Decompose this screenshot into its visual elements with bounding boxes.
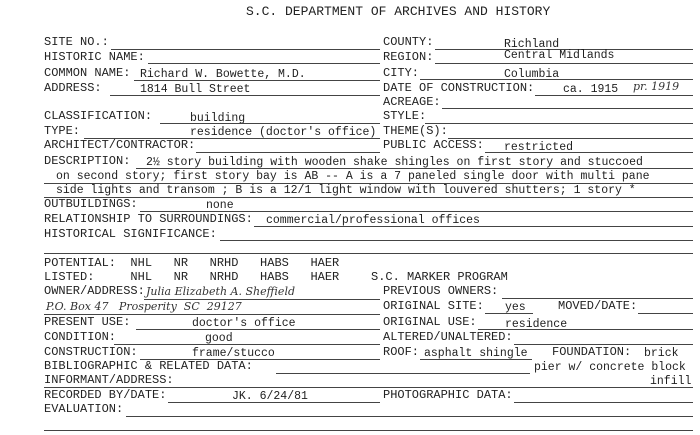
foundation-value-2: pier w/ concrete block (534, 361, 686, 374)
architect-label: ARCHITECT/CONTRACTOR: (44, 138, 196, 152)
city-label: CITY: (383, 66, 420, 80)
informant-label: INFORMANT/ADDRESS: (44, 373, 174, 387)
photographic-label: PHOTOGRAPHIC DATA: (383, 388, 513, 402)
present-use-label: PRESENT USE: (44, 315, 131, 329)
common-name-value: Richard W. Bowette, M.D. (140, 68, 306, 81)
county-value: Richland (504, 38, 560, 51)
outbuildings-value: none (206, 199, 234, 212)
foundation-value-3: infill (650, 375, 692, 388)
classification-value: building (190, 112, 246, 125)
sc-marker-program: S.C. MARKER PROGRAM (371, 270, 508, 284)
common-name-label: COMMON NAME: (44, 66, 131, 80)
condition-value: good (205, 332, 233, 345)
description-line-2: on second story; first story bay is AB -- A is a 7 paneled single door with multi pane (56, 170, 650, 183)
city-value: Columbia (504, 68, 560, 81)
date-of-construction-value: ca. 1915 (563, 83, 619, 96)
relationship-value: commercial/professional offices (266, 214, 480, 227)
bibliographic-label: BIBLIOGRAPHIC & RELATED DATA: (44, 359, 253, 373)
condition-label: CONDITION: (44, 330, 117, 344)
construction-label: CONSTRUCTION: (44, 345, 138, 359)
construction-value: frame/stucco (192, 347, 275, 360)
original-site-label: ORIGINAL SITE: (383, 299, 484, 313)
evaluation-label: EVALUATION: (44, 402, 124, 416)
foundation-label: FOUNDATION: (552, 345, 632, 359)
recorded-by-label: RECORDED BY/DATE: (44, 388, 167, 402)
outbuildings-label: OUTBUILDINGS: (44, 197, 138, 211)
site-no-label: SITE NO.: (44, 35, 109, 49)
type-label: TYPE: (44, 124, 81, 138)
address-label: ADDRESS: (44, 81, 102, 95)
altered-label: ALTERED/UNALTERED: (383, 330, 513, 344)
description-line-1: 2½ story building with wooden shake shingles on first story and stuccoed (146, 156, 643, 169)
present-use-value: doctor's office (192, 317, 296, 330)
original-use-value: residence (505, 318, 568, 331)
county-label: COUNTY: (383, 35, 434, 49)
previous-owners-label: PREVIOUS OWNERS: (383, 284, 499, 298)
original-use-label: ORIGINAL USE: (383, 315, 477, 329)
style-label: STYLE: (383, 109, 427, 123)
region-label: REGION: (383, 50, 434, 64)
description-label: DESCRIPTION: (44, 154, 131, 168)
roof-label: ROOF: (383, 345, 420, 359)
potential-row: POTENTIAL: NHL NR NRHD HABS HAER (44, 256, 340, 270)
date-handwritten: pr. 1919 (633, 80, 680, 93)
relationship-label: RELATIONSHIP TO SURROUNDINGS: (44, 212, 253, 226)
region-value: Central Midlands (504, 49, 615, 62)
historical-significance-label: HISTORICAL SIGNIFICANCE: (44, 227, 217, 241)
description-line-3: side lights and transom ; B is a 12/1 light window with louvered shutters; 1 story * (56, 184, 636, 197)
recorded-by-value: JK. 6/24/81 (232, 390, 308, 403)
historic-name-label: HISTORIC NAME: (44, 50, 145, 64)
classification-label: CLASSIFICATION: (44, 109, 153, 123)
roof-value: asphalt shingle (424, 347, 528, 360)
foundation-value: brick (644, 347, 679, 360)
owner-name-handwritten: Julia Elizabeth A. Sheffield (146, 285, 296, 298)
themes-label: THEME(S): (383, 124, 448, 138)
owner-address-label: OWNER/ADDRESS: (44, 284, 145, 298)
form-header: S.C. DEPARTMENT OF ARCHIVES AND HISTORY (246, 4, 551, 19)
listed-row: LISTED: NHL NR NRHD HABS HAER (44, 270, 340, 284)
public-access-label: PUBLIC ACCESS: (383, 138, 484, 152)
public-access-value: restricted (504, 141, 574, 154)
moved-date-label: MOVED/DATE: (558, 299, 638, 313)
owner-address-handwritten: P.O. Box 47 Prosperity SC 29127 (46, 300, 242, 313)
type-value: residence (doctor's office) (190, 126, 377, 139)
date-of-construction-label: DATE OF CONSTRUCTION: (383, 81, 535, 95)
acreage-label: ACREAGE: (383, 95, 441, 109)
address-value: 1814 Bull Street (140, 83, 251, 96)
original-site-value: yes (505, 301, 526, 314)
